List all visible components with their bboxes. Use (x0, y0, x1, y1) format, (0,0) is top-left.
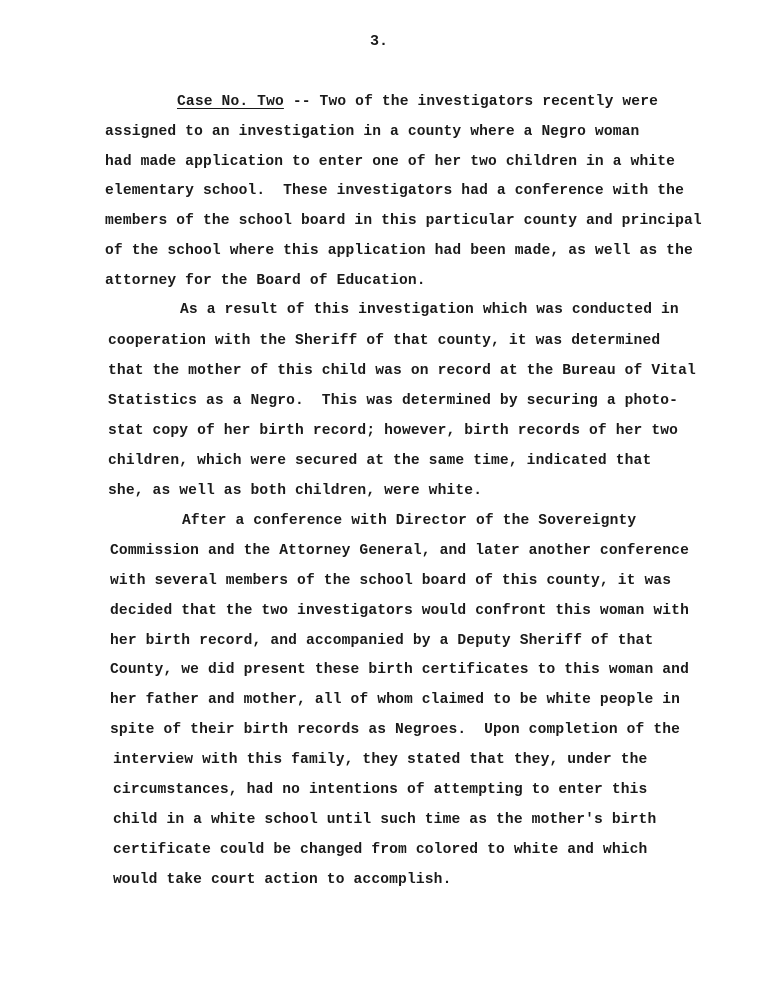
case-heading: Case No. Two (177, 94, 284, 110)
paragraph-3-line-5: her birth record, and accompanied by a Deputy Sheriff of that (110, 633, 654, 649)
paragraph-1-line-3: had made application to enter one of her two children in a white (105, 154, 676, 170)
paragraph-1-line-2: assigned to an investigation in a county where a Negro woman (105, 124, 640, 140)
paragraph-2-line-4: Statistics as a Negro. This was determined by securing a photo- (108, 393, 679, 409)
paragraph-1-line-7: attorney for the Board of Education. (105, 273, 426, 289)
paragraph-2-line-6: children, which were secured at the same time, indicated that (108, 453, 652, 469)
paragraph-1-line-4: elementary school. These investigators had a conference with the (105, 183, 684, 199)
paragraph-1-line-5: members of the school board in this particular county and principal (105, 213, 702, 229)
paragraph-3-line-7: her father and mother, all of whom claimed to be white people in (110, 692, 681, 708)
paragraph-1-line-6: of the school where this application had been made, as well as the (105, 243, 693, 259)
paragraph-1-line-1-text: -- Two of the investigators recently were (283, 94, 659, 110)
paragraph-2-line-1: As a result of this investigation which was conducted in (180, 302, 679, 318)
paragraph-2-line-3: that the mother of this child was on record at the Bureau of Vital (108, 363, 696, 379)
paragraph-3-line-11: child in a white school until such time as the mother's birth (113, 812, 657, 828)
paragraph-3-line-9: interview with this family, they stated that they, under the (113, 752, 648, 768)
paragraph-3-line-12: certificate could be changed from colored to white and which (113, 842, 648, 858)
paragraph-3-line-4: decided that the two investigators would confront this woman with (110, 603, 689, 619)
paragraph-3-line-6: County, we did present these birth certificates to this woman and (110, 662, 689, 678)
page-number: 3. (370, 33, 389, 50)
paragraph-3-line-1: After a conference with Director of the Sovereignty (182, 513, 637, 529)
paragraph-3-line-10: circumstances, had no intentions of attempting to enter this (113, 782, 648, 798)
paragraph-1-line-1 (177, 93, 658, 111)
paragraph-2-line-2: cooperation with the Sheriff of that county, it was determined (108, 333, 661, 349)
paragraph-2-line-5: stat copy of her birth record; however, birth records of her two (108, 423, 679, 439)
paragraph-3-line-13: would take court action to accomplish. (113, 872, 452, 888)
paragraph-3-line-8: spite of their birth records as Negroes. Upon completion of the (110, 722, 681, 738)
paragraph-3-line-3: with several members of the school board of this county, it was (110, 573, 672, 589)
paragraph-2-line-7: she, as well as both children, were white. (108, 483, 483, 499)
paragraph-3-line-2: Commission and the Attorney General, and later another conference (110, 543, 689, 559)
